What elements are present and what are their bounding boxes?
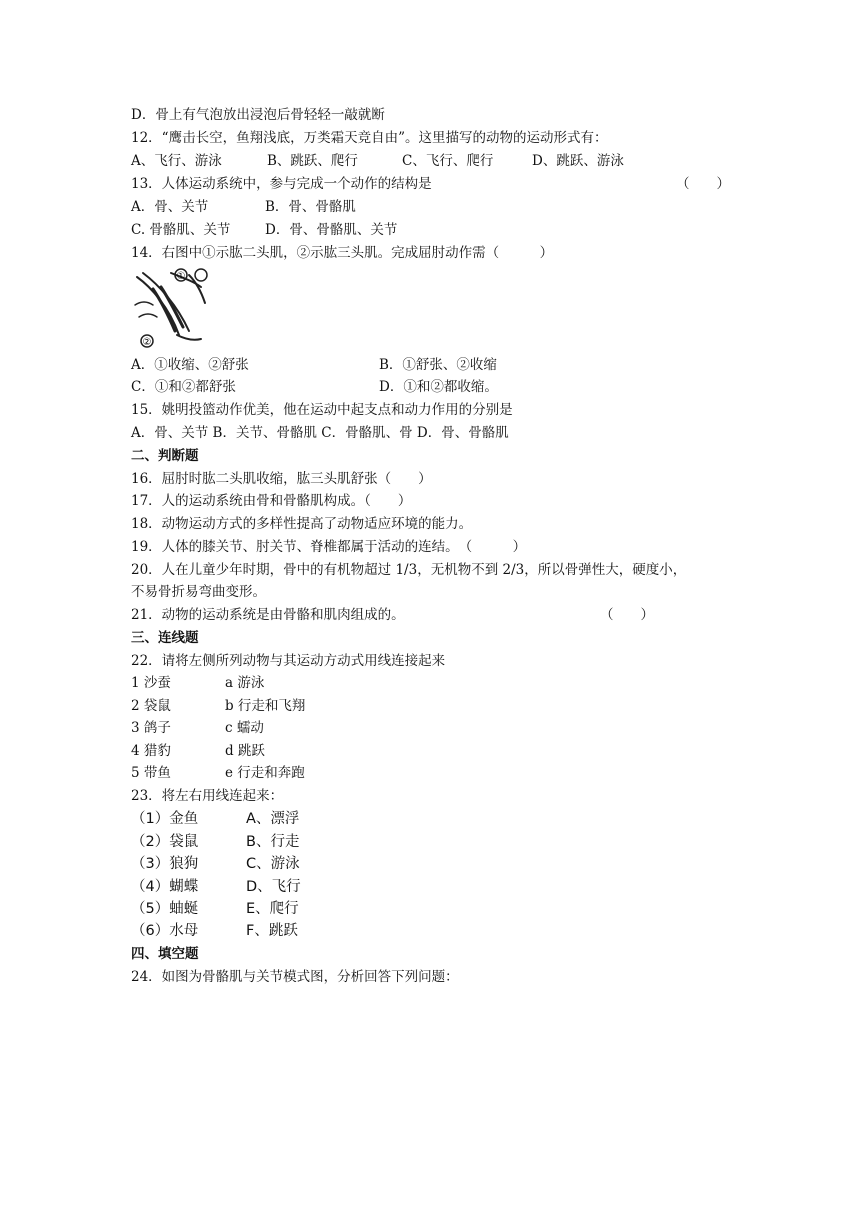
q12-options [131, 151, 624, 171]
q23-animal: （2）袋鼠 [131, 834, 199, 850]
q14-options-ab [131, 355, 497, 375]
q22-row [131, 673, 264, 693]
q13-option-a: A．骨、关节 [131, 199, 209, 215]
q12-option-b: B、跳跃、爬行 [267, 153, 358, 169]
q23-row [131, 921, 298, 941]
q22-animal: 4 猎豹 [131, 743, 171, 759]
q23-movement: A、漂浮 [246, 811, 300, 827]
q21-answer-paren: （ ） [600, 607, 654, 623]
figure-label-1: ① [176, 271, 186, 282]
q22-row [131, 718, 264, 738]
q22-animal: 2 袋鼠 [131, 698, 171, 714]
q22-animal: 5 带鱼 [131, 765, 171, 781]
q13-options-ab [131, 197, 356, 217]
q14-option-b: B．①舒张、②收缩 [379, 357, 497, 373]
section-heading-judge: 二、判断题 [131, 448, 199, 464]
q12-option-a: A、飞行、游泳 [131, 153, 222, 169]
figure-label-2: ② [142, 337, 152, 348]
q22-row [131, 696, 305, 716]
section-heading-match: 三、连线题 [131, 630, 199, 646]
q19: 19．人体的膝关节、肘关节、脊椎都属于活动的连结。 （ ） [131, 539, 527, 555]
q23-animal: （6）水母 [131, 923, 199, 939]
q23-movement: F、跳跃 [246, 923, 298, 939]
q24-stem: 24．如图为骨骼肌与关节模式图，分析回答下列问题： [131, 969, 459, 985]
q12-option-c: C、飞行、爬行 [402, 153, 494, 169]
q22-stem: 22．请将左侧所列动物与其运动方动式用线连接起来 [131, 653, 446, 669]
q13-stem: 13．人体运动系统中，参与完成一个动作的结构是 [131, 176, 432, 192]
q21-stem: 21．动物的运动系统是由骨骼和肌肉组成的。 [131, 607, 405, 623]
q20-line1: 20．人在儿童少年时期，骨中的有机物超过 1/3，无机物不到 2/3，所以骨弹性大，硬度小， [131, 562, 687, 578]
q23-movement: C、游泳 [246, 856, 300, 872]
arm-muscle-figure [131, 265, 211, 350]
q14-options-cd [131, 377, 498, 397]
q23-animal: （5）蚰蜒 [131, 901, 199, 917]
q23-movement: E、爬行 [246, 901, 299, 917]
q23-row [131, 877, 301, 897]
q16: 16．屈肘时肱二头肌收缩，肱三头肌舒张（ ） [131, 471, 432, 487]
q23-animal: （4）蝴蝶 [131, 879, 199, 895]
q22-animal: 1 沙蚕 [131, 675, 171, 691]
q14-stem: 14．右图中①示肱二头肌，②示肱三头肌。完成屈肘动作需（ ） [131, 245, 554, 261]
q17: 17．人的运动系统由骨和骨骼肌构成。（ ） [131, 493, 412, 509]
q13-answer-paren: （ ） [676, 176, 730, 192]
q23-row [131, 899, 299, 919]
q14-option-c: C．①和②都舒张 [131, 379, 236, 395]
q12-option-d: D、跳跃、游泳 [532, 153, 624, 169]
q23-row [131, 854, 300, 874]
q14-option-d: D．①和②都收缩。 [379, 379, 498, 395]
q11-option-d: D．骨上有气泡放出浸泡后骨轻轻一敲就断 [131, 107, 385, 123]
q22-row [131, 741, 265, 761]
q12-stem: 12．“鹰击长空，鱼翔浅底，万类霜天竞自由”。这里描写的动物的运动形式有： [131, 130, 608, 146]
q23-row [131, 809, 299, 829]
q18: 18．动物运动方式的多样性提高了动物适应环境的能力。 [131, 516, 473, 532]
q22-movement: c 蠕动 [225, 720, 264, 736]
q23-animal: （3）狼狗 [131, 856, 199, 872]
q23-movement: D、飞行 [246, 879, 301, 895]
q13-options-cd [131, 220, 397, 240]
q20-line2: 不易骨折易弯曲变形。 [131, 584, 266, 600]
q22-movement: a 游泳 [225, 675, 265, 691]
section-heading-fill: 四、填空题 [131, 946, 199, 962]
q23-row [131, 832, 299, 852]
q15-options: A．骨、关节 B．关节、骨骼肌 C．骨骼肌、骨 D．骨、骨骼肌 [131, 425, 509, 441]
q13-option-c: C. 骨骼肌、关节 [131, 222, 231, 238]
q14-option-a: A．①收缩、②舒张 [131, 357, 249, 373]
q22-movement: b 行走和飞翔 [225, 698, 306, 714]
q13-option-d: D．骨、骨骼肌、关节 [265, 222, 398, 238]
q22-movement: e 行走和奔跑 [225, 765, 305, 781]
q22-animal: 3 鸽子 [131, 720, 171, 736]
q13-option-b: B．骨、骨骼肌 [265, 199, 356, 215]
q15-stem: 15．姚明投篮动作优美，他在运动中起支点和动力作用的分别是 [131, 402, 513, 418]
q23-stem: 23．将左右用线连起来： [131, 788, 284, 804]
q23-animal: （1）金鱼 [131, 811, 199, 827]
q22-row [131, 763, 305, 783]
q23-movement: B、行走 [246, 834, 300, 850]
q22-movement: d 跳跃 [225, 743, 265, 759]
